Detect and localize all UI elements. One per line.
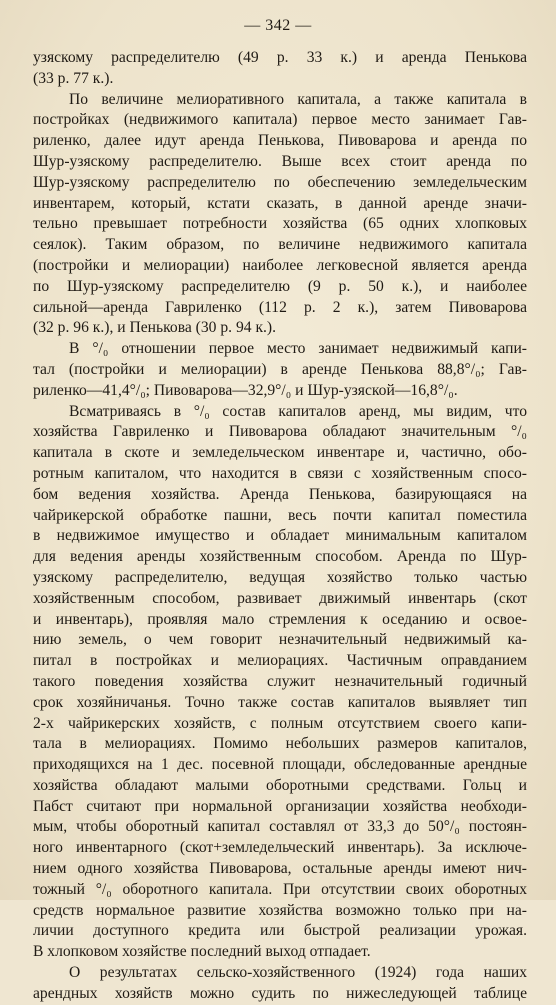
paragraph <box>33 402 527 964</box>
text-line: для ведения аренды хозяйственным способом. Аренда по Шур- <box>33 548 527 566</box>
text-line: (32 р. 96 к.), и Пенькова (30 р. 94 к.). <box>33 319 277 337</box>
text-line: 2-х чайрикерских хозяйств, с полным отсутствием своего капи- <box>33 714 527 732</box>
text-line: и инвентарь), проявляя мало стремления к оседанию и освое- <box>33 610 527 628</box>
text-line: личии доступного кредита или быстрой реализации урожая. <box>33 922 527 940</box>
text-line: питал в постройках и мелиорациях. Частичным оправданием <box>33 652 527 670</box>
text-line: узяскому распределителю (49 р. 33 к.) и аренда Пенькова <box>33 49 527 66</box>
text-line: срок хозяйничанья. Точно также состав капиталов выявляет тип <box>33 693 527 711</box>
text-line: Шур-узяскому распределителю по обеспечению земледельческим <box>33 173 527 191</box>
text-line: Пабст считают при нормальной организации хозяйства необходи- <box>33 797 527 815</box>
text-line: О результатах сельско-хозяйственного (1924) года наших <box>69 964 527 982</box>
text-line: нию земель, о чем говорит незначительный недвижимый ка- <box>33 631 527 649</box>
text-line: (33 р. 77 к.). <box>33 69 114 87</box>
text-line: В °/₀ отношении первое место занимает недвижимый капи- <box>69 340 527 358</box>
text-line: В хлопковом хозяйстве последний выход отпадает. <box>33 943 371 961</box>
text-line: по Шур-узяскому распределителю (9 р. 50 к.), и наиболее <box>33 277 527 295</box>
text-line: бом ведения хозяйства. Аренда Пенькова, базирующаяся на <box>33 485 527 503</box>
text-line: приходящихся на 1 дес. посевной площади, обследованные арендные <box>33 756 527 774</box>
text-line: риленко, далее идут аренда Пенькова, Пивоварова и аренда по <box>33 132 527 150</box>
text-line: тала в мелиорациях. Помимо небольших размеров капиталов, <box>33 735 527 753</box>
text-line: сеялок). Таким образом, по величине недвижимого капитала <box>33 236 527 254</box>
paragraph <box>33 339 527 401</box>
text-line: хозяйственным способом, развивает движимый инвентарь (скот <box>33 589 527 607</box>
paragraph <box>33 48 527 90</box>
text-line: ротным капиталом, что находится в связи с хозяйственным спосо- <box>33 464 527 482</box>
text-line: тал (постройки и мелиорации) в аренде Пенькова 88,8°/₀; Гав- <box>33 360 527 378</box>
text-line: тельно превышает потребности хозяйства (65 одних хлопковых <box>33 215 527 233</box>
text-line: арендных хозяйств можно судить по нижеследующей таблице <box>33 984 527 1002</box>
text-line: По величине мелиоративного капитала, а также капитала в <box>69 90 527 108</box>
text-line: риленко—41,4°/₀; Пивоварова—32,9°/₀ и Шур-узяской—16,8°/₀. <box>33 381 458 399</box>
text-line: (постройки и мелиорации) наиболее легковесной является аренда <box>33 256 527 274</box>
text-line: ного инвентарного (скот+земледельческий инвентарь). За исключе- <box>33 839 527 857</box>
body-text <box>33 48 527 1005</box>
text-line: сильной—аренда Гавриленко (112 р. 2 к.), затем Пивоварова <box>33 298 527 316</box>
text-line: Всматриваясь в °/₀ состав капиталов аренд, мы видим, что <box>69 402 527 420</box>
text-line: средств нормальное развитие хозяйства возможно только при на- <box>33 901 527 919</box>
text-line: инвентарем, который, кстати сказать, в данной аренде значи- <box>33 194 527 212</box>
text-line: мым, чтобы оборотный капитал составлял от 33,3 до 50°/₀ постоян- <box>33 818 527 836</box>
text-line: в недвижимое имущество и обладает минимальным капиталом <box>33 527 527 545</box>
text-line: хозяйства Гавриленко и Пивоварова обладают значительным °/₀ <box>33 423 527 441</box>
text-line: Шур-узяскому распределителю. Выше всех стоит аренда по <box>33 152 527 170</box>
text-line: тожный °/₀ оборотного капитала. При отсутствии своих оборотных <box>33 880 527 898</box>
text-line: узяскому распределителю, ведущая хозяйство только частью <box>33 568 527 586</box>
text-line: хозяйства обладают малыми оборотными средствами. Гольц и <box>33 776 527 794</box>
text-line: капитала в скоте и земледельческом инвентаре и, частично, обо- <box>33 444 527 462</box>
text-line: такого поведения хозяйства служит незначительный годичный <box>33 672 527 690</box>
text-line: нием одного хозяйства Пивоварова, остальные аренды имеют нич- <box>33 860 527 878</box>
page-number: — 342 — <box>244 17 312 34</box>
paragraph <box>33 90 527 340</box>
paragraph <box>33 963 527 1005</box>
text-line: чайрикерской обработке пашни, весь почти капитал поместила <box>33 506 527 524</box>
text-line: постройках (недвижимого капитала) первое место занимает Гав- <box>33 111 527 129</box>
